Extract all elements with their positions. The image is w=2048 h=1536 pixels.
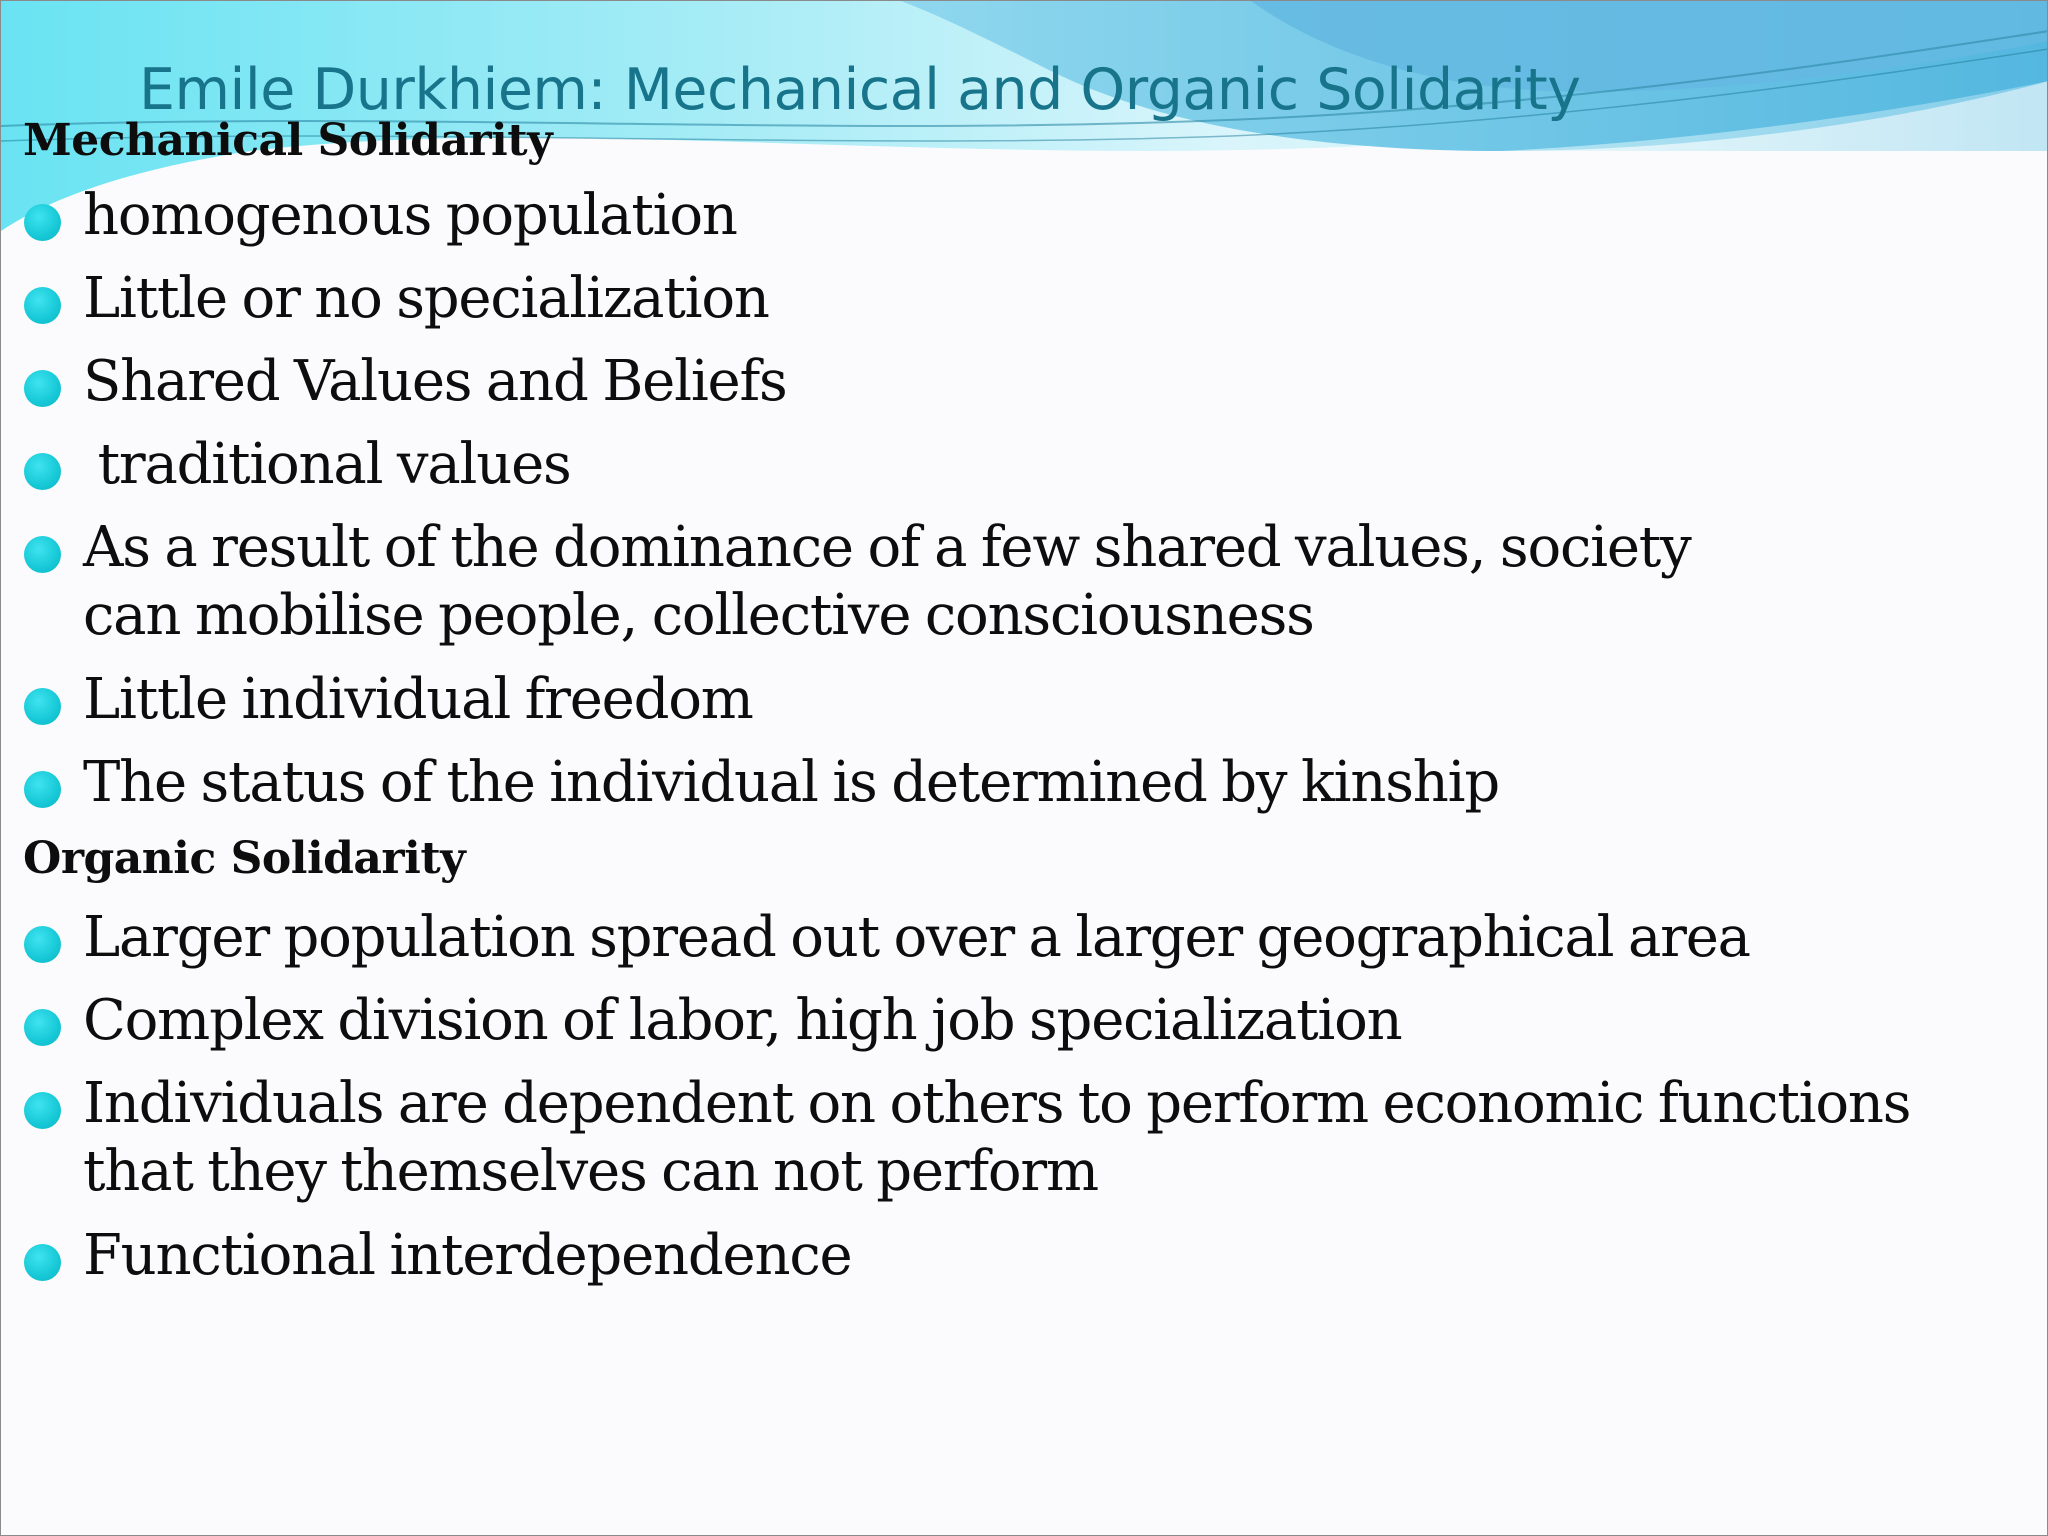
- bullet-dot-icon: [24, 1009, 61, 1046]
- bullet-text: Larger population spread out over a larger geographical area: [83, 905, 1750, 970]
- bullet-dot-icon: [24, 1244, 61, 1281]
- bullet-text: The status of the individual is determined by kinship: [83, 750, 1500, 815]
- section-heading-organic: Organic Solidarity: [23, 833, 466, 884]
- bullet-dot-icon: [24, 926, 61, 963]
- bullet-text: Functional interdependence: [83, 1223, 852, 1288]
- bullet-text: traditional values: [83, 432, 571, 497]
- bullet-dot-icon: [24, 370, 61, 407]
- bullet-dot-icon: [24, 453, 61, 490]
- bullet-text: homogenous population: [83, 183, 737, 248]
- slide-title: Emile Durkhiem: Mechanical and Organic Solidarity: [139, 57, 1581, 123]
- bullet-text: Little or no specialization: [83, 266, 769, 331]
- bullet-text: Individuals are dependent on others to perform economic functions that they themselves can not perform: [83, 1071, 1911, 1204]
- bullet-dot-icon: [24, 688, 61, 725]
- bullet-text: Little individual freedom: [83, 667, 753, 732]
- bullet-dot-icon: [24, 287, 61, 324]
- bullet-text: As a result of the dominance of a few shared values, society can mobilise people, collective consciousness: [83, 515, 1749, 648]
- bullet-dot-icon: [24, 204, 61, 241]
- bullet-text: Shared Values and Beliefs: [83, 349, 787, 414]
- bullet-dot-icon: [24, 1092, 61, 1129]
- bullet-dot-icon: [24, 771, 61, 808]
- section-heading-mechanical: Mechanical Solidarity: [23, 115, 553, 166]
- bullet-text: Complex division of labor, high job specialization: [83, 988, 1402, 1053]
- bullet-dot-icon: [24, 536, 61, 573]
